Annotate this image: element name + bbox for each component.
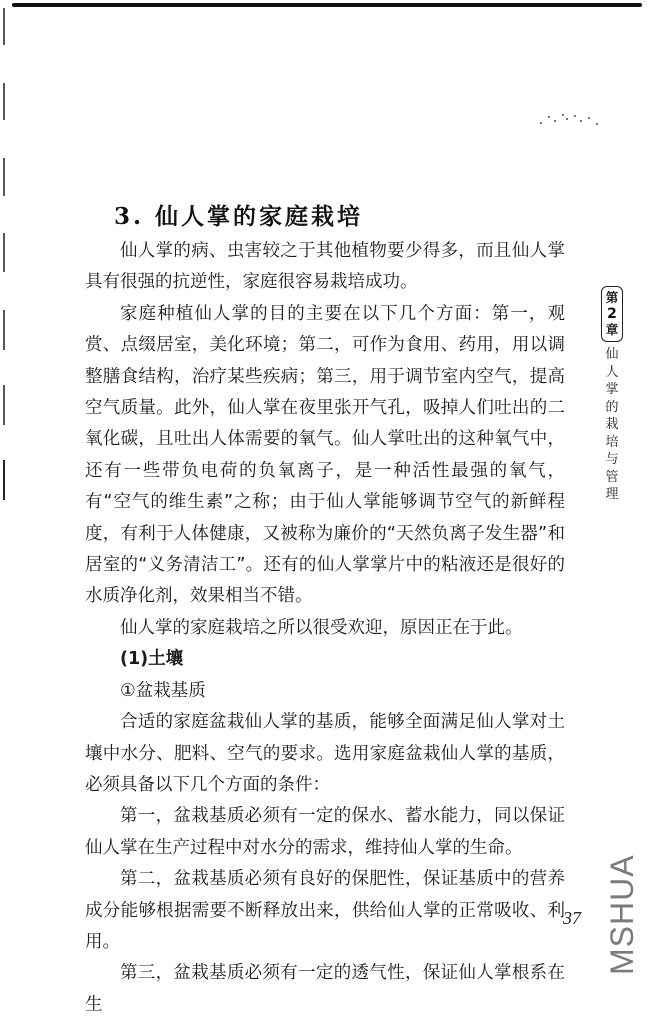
paragraph: 第二，盆栽基质必须有良好的保肥性，保证基质中的营养成分能够根据需要不断释放出来，供给仙人掌的正常吸收、利用。 [85,869,565,952]
binding-mark [3,83,5,120]
paragraph: 家庭种植仙人掌的目的主要在以下几个方面：第一，观赏、点缀居室，美化环境；第二，可作为食用、药用，用以调整膳食结构，治疗某些疾病；第三，用于调节室内空气，提高空气质量。此外，仙人掌在夜里张开气孔，吸掉人们吐出的二氧化碳，且吐出人体需要的氧气。仙人掌吐出的这种氧气中，还有一些带负电荷的负氧离子，是一种活性最强的氧气，有“空气的维生素”之称；由于仙人掌能够调节空气的新鲜程度，有利于人体健康，又被称为廉价的“天然负离子发生器”和居室的“义务清洁工”。还有的仙人掌掌片中的粘液还是很好的水质净化剂，效果相当不错。 [85,303,565,607]
paragraph: 仙人掌的病、虫害较之于其他植物要少得多，而且仙人掌具有很强的抗逆性，家庭很容易栽培成功。 [85,241,565,293]
chapter-tab-char: 章 [605,322,619,337]
chapter-tab-char: 第 [605,290,619,305]
scan-specks [540,114,600,126]
top-rule [12,3,642,7]
sub-subsection-heading: ①盆栽基质 [120,680,206,701]
chapter-tab [601,286,623,342]
paragraph: 第一，盆栽基质必须有一定的保水、蓄水能力，同以保证仙人掌在生产过程中对水分的需求，维持仙人掌的生命。 [85,806,565,858]
page-number: 37 [563,908,581,928]
watermark: MSHUA [604,854,640,975]
binding-mark [3,158,5,196]
binding-mark [3,460,5,500]
chapter-running-title: 仙人掌的栽培与管理 [605,347,619,502]
body-text [85,236,565,1021]
section-heading: 3. 仙人掌的家庭栽培 [114,203,364,230]
paragraph: 仙人掌的家庭栽培之所以很受欢迎，原因正在于此。 [120,617,523,638]
binding-mark [3,233,5,272]
binding-mark [3,310,5,350]
binding-mark [3,385,5,425]
subsection-heading: (1)土壤 [120,649,184,670]
chapter-tab-number: 2 [607,306,617,322]
paragraph: 第三，盆栽基质必须有一定的透气性，保证仙人掌根系在生 [85,963,565,1015]
paragraph: 合适的家庭盆栽仙人掌的基质，能够全面满足仙人掌对土壤中水分、肥料、空气的要求。选用家庭盆栽仙人掌的基质，必须具备以下几个方面的条件： [85,712,565,795]
binding-mark [3,8,5,45]
